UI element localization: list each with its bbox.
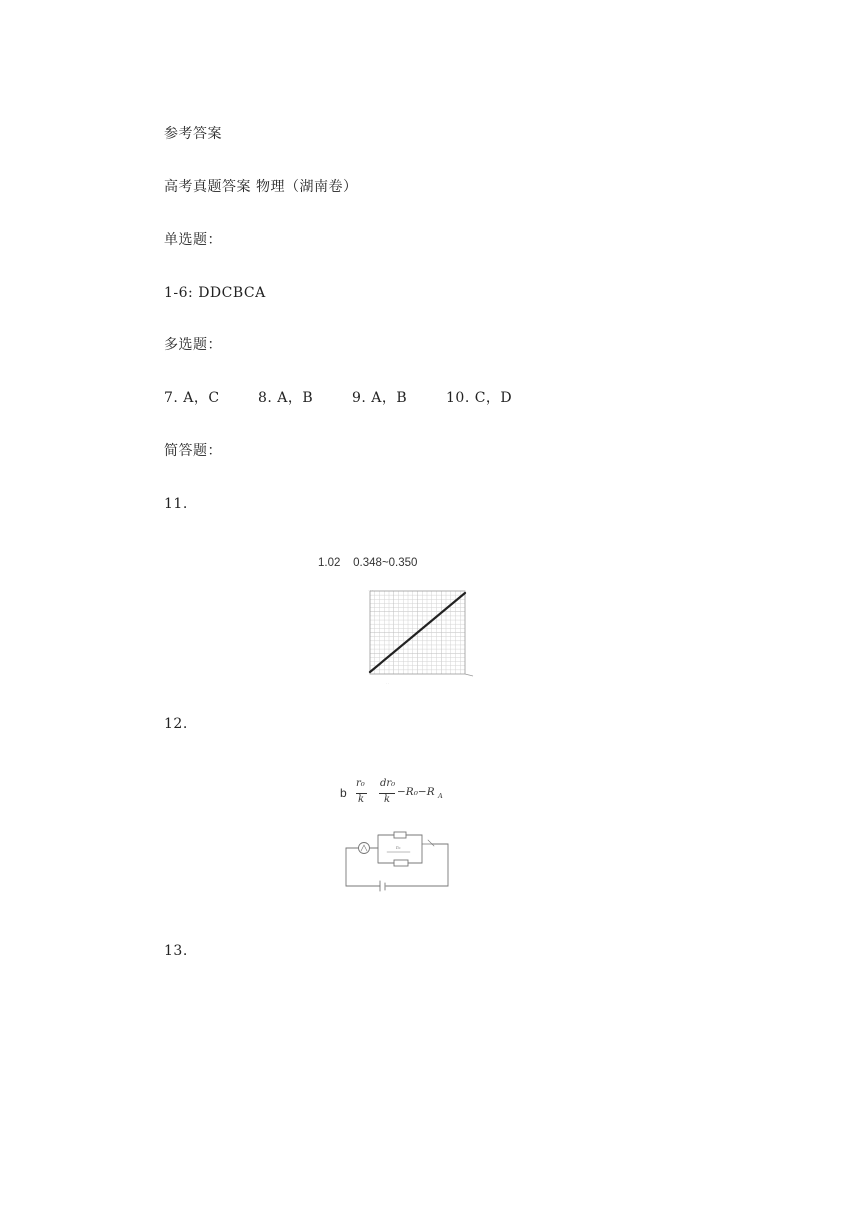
question-12-label: 12.	[164, 716, 188, 732]
q12-expr2-numerator: dr₀	[380, 778, 396, 789]
svg-text:· ·: · ·	[386, 681, 389, 685]
section-single-choice: 单选题：	[164, 232, 222, 248]
q12-circuit-sketch	[342, 830, 454, 894]
q12-expr2-tail-subscript: A	[438, 792, 443, 800]
section-multi-choice: 多选题：	[164, 337, 222, 353]
svg-text:r₀: r₀	[396, 845, 401, 851]
q12-resistor-bottom	[394, 860, 408, 866]
q11-answer-values: 1.02 0.348~0.350	[318, 557, 418, 569]
q12-answer-formula	[340, 779, 480, 813]
q12-expr1-numerator: r₀	[356, 778, 365, 789]
q12-ammeter-symbol	[359, 843, 370, 854]
answer-q10: 10. C，D	[446, 390, 513, 406]
q12-expr2-denominator: k	[384, 794, 391, 805]
page-heading: 参考答案	[164, 126, 222, 142]
q12-resistor-top	[394, 832, 406, 838]
single-choice-answers: 1-6: DDCBCA	[164, 285, 266, 301]
q12-expr1-denominator: k	[358, 794, 365, 805]
q12-switch	[428, 840, 434, 846]
question-13-label: 13.	[164, 943, 188, 959]
question-11-label: 11.	[164, 496, 188, 512]
q11-x-axis-arrow	[465, 674, 473, 676]
exam-title: 高考真题答案 物理（湖南卷）	[164, 179, 358, 195]
q12-answer-letter: b	[340, 786, 347, 800]
answer-q7: 7. A，C	[164, 390, 220, 406]
q12-expr2-tail: −R₀−R	[397, 786, 435, 798]
q11-graph	[366, 588, 476, 686]
answer-q9: 9. A，B	[352, 390, 408, 406]
section-short-answer: 简答题：	[164, 443, 222, 459]
svg-text:· · ·: · · ·	[368, 588, 373, 592]
answer-q8: 8. A，B	[258, 390, 314, 406]
